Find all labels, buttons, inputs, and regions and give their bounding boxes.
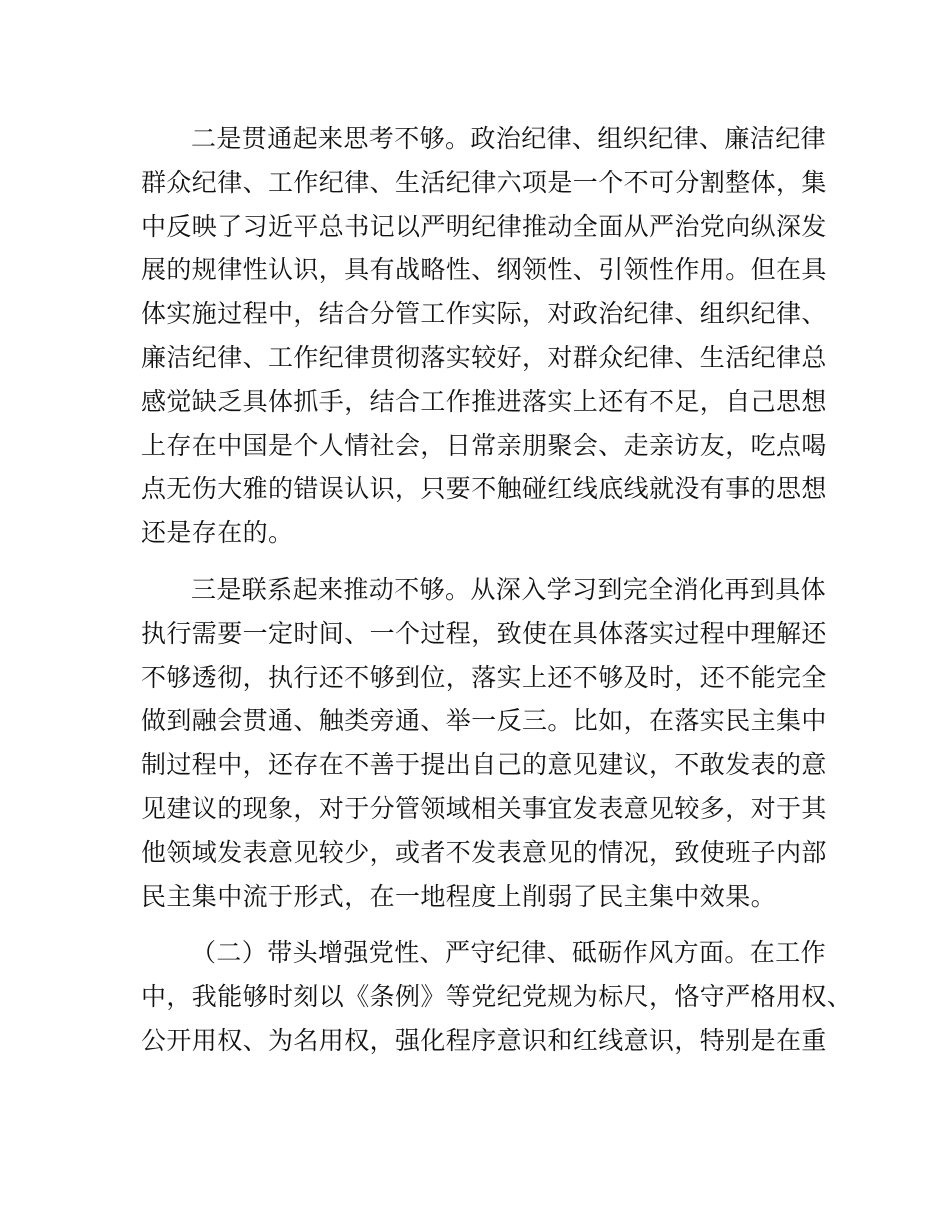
text-line: 点无伤大雅的错误认识，只要不触碰红线底线就没有事的思想 <box>141 474 827 504</box>
text-line: 见建议的现象，对于分管领域相关事宜发表意见较多，对于其 <box>141 793 827 823</box>
text-line: 制过程中，还存在不善于提出自己的意见建议，不敢发表的意 <box>141 750 827 780</box>
text-line: 中，我能够时刻以《条例》等党纪党规为标尺，恪守严格用权、 <box>141 982 853 1012</box>
text-line: 中反映了习近平总书记以严明纪律推动全面从严治党向纵深发 <box>141 211 827 241</box>
text-line: 他领域发表意见较少，或者不发表意见的情况，致使班子内部 <box>141 837 827 867</box>
text-line: 群众纪律、工作纪律、生活纪律六项是一个不可分割整体，集 <box>141 167 827 197</box>
text-line: 感觉缺乏具体抓手，结合工作推进落实上还有不足，自己思想 <box>141 386 827 416</box>
text-line: 执行需要一定时间、一个过程，致使在具体落实过程中理解还 <box>141 618 827 648</box>
text-line: 民主集中流于形式，在一地程度上削弱了民主集中效果。 <box>141 881 777 911</box>
text-line: 上存在中国是个人情社会，日常亲朋聚会、走亲访友，吃点喝 <box>141 430 827 460</box>
text-line: 不够透彻，执行还不够到位，落实上还不够及时，还不能完全 <box>141 662 827 692</box>
text-line: 做到融会贯通、触类旁通、举一反三。比如，在落实民主集中 <box>141 706 827 736</box>
paragraph-party-spirit-section <box>141 931 853 1062</box>
text-line: 三是联系起来推动不够。从深入学习到完全消化再到具体 <box>191 574 827 604</box>
document-body <box>141 117 853 1063</box>
text-line: 二是贯通起来思考不够。政治纪律、组织纪律、廉洁纪律 <box>191 124 827 153</box>
text-line: 还是存在的。 <box>141 518 294 548</box>
paragraph-promotion-linkage <box>141 568 827 918</box>
text-line: 公开用权、为名用权，强化程序意识和红线意识，特别是在重 <box>141 1025 827 1055</box>
paragraph-gap <box>141 918 813 931</box>
text-line: 展的规律性认识，具有战略性、纲领性、引领性作用。但在具 <box>141 255 827 285</box>
text-line: 体实施过程中，结合分管工作实际，对政治纪律、组织纪律、 <box>141 299 827 329</box>
paragraph-discipline-integration <box>141 117 827 555</box>
paragraph-gap <box>141 555 813 568</box>
text-line: 廉洁纪律、工作纪律贯彻落实较好，对群众纪律、生活纪律总 <box>141 342 827 372</box>
text-line: （二）带头增强党性、严守纪律、砥砺作风方面。在工作 <box>191 938 827 968</box>
